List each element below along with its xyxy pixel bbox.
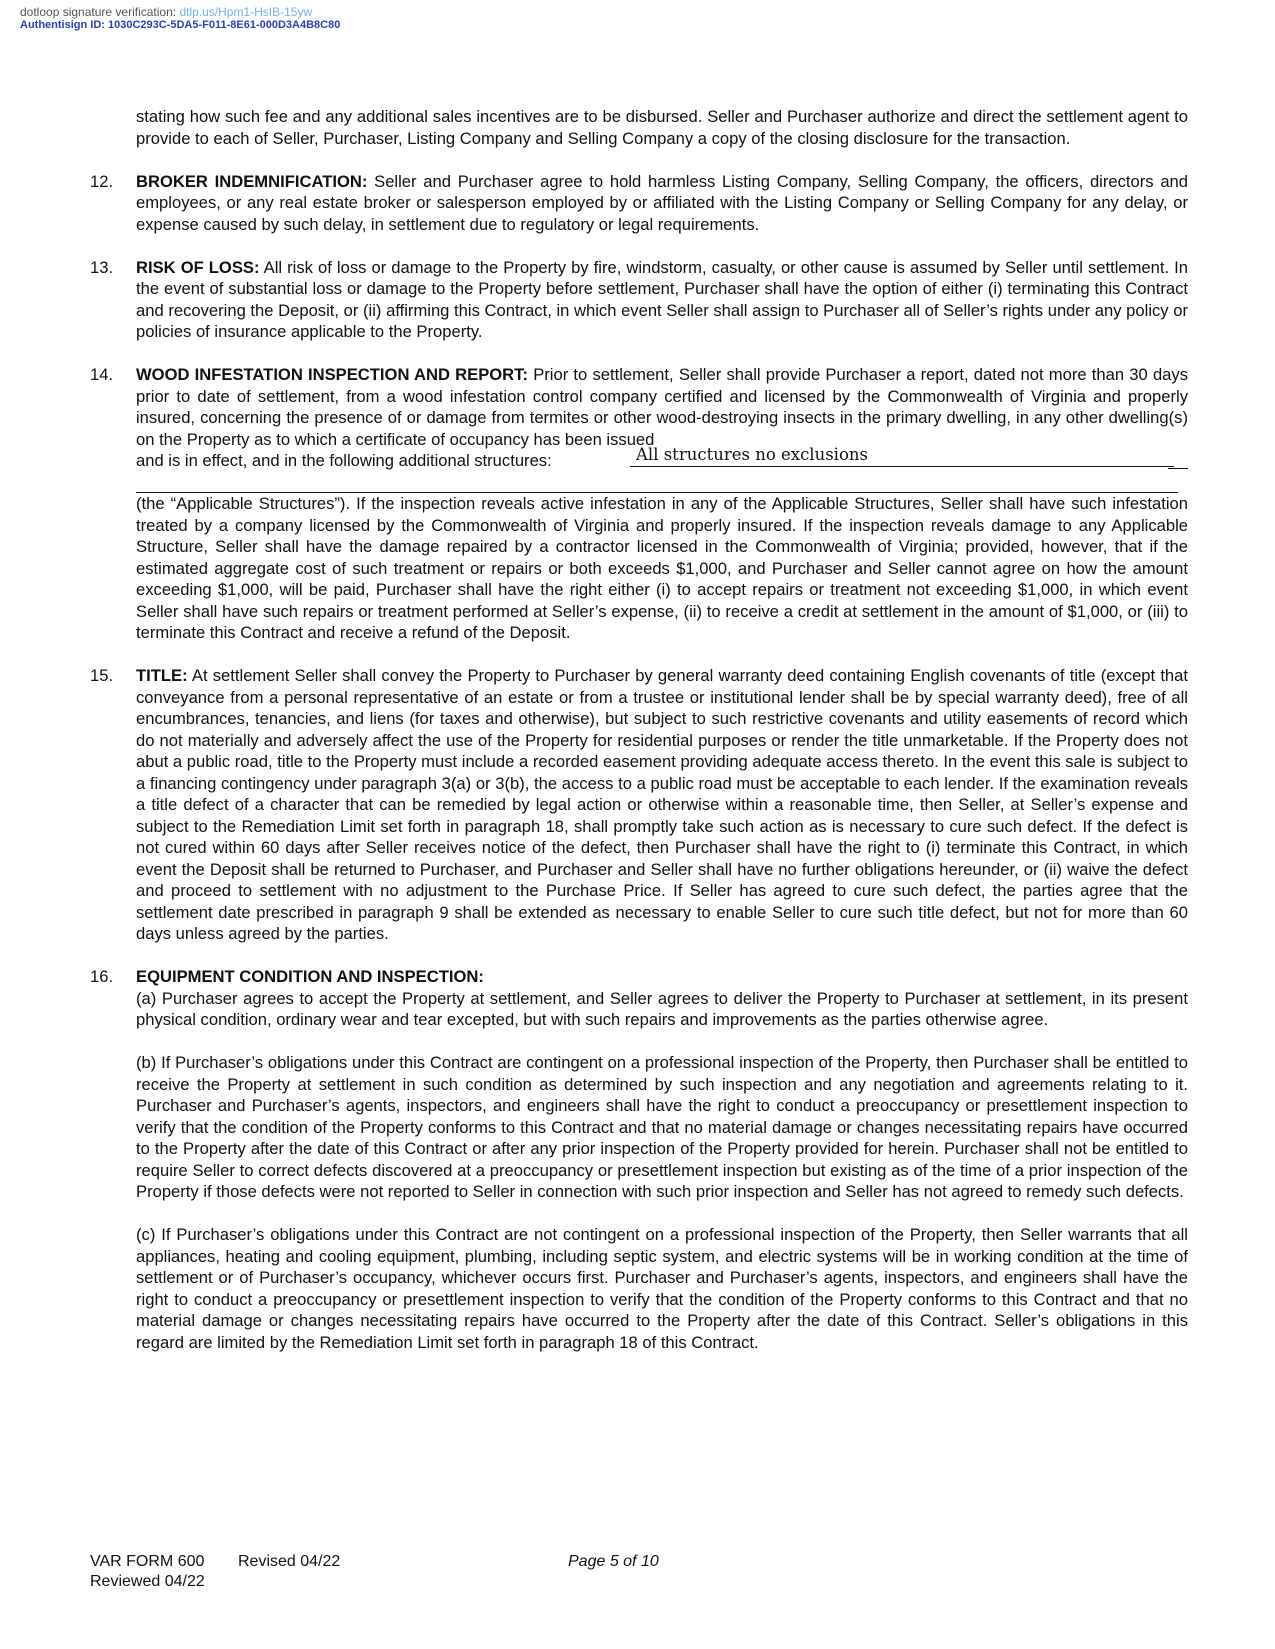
paragraph-title: TITLE: (136, 666, 188, 685)
paragraph-text: and is in effect, and in the following additional structures: (136, 451, 552, 470)
additional-structures-field[interactable]: All structures no exclusions (630, 444, 1174, 467)
paragraph-number: 15. (90, 666, 114, 685)
paragraph-number: 12. (90, 171, 114, 191)
document-body (90, 106, 1188, 1353)
paragraph-text: Prior to settlement, Seller shall provide Purchaser a report, dated not more than 30 days prior to date of settlement, from a wood infestation control company certified and licensed by the Commonwealth of Virginia and properly insured, concerning the presence of or damage from termites or other wood-destroying insects in the primary dwelling, in any other dwelling(s) on the Property as to which a certificate of occupancy has been issued (136, 365, 1188, 449)
paragraph-text: At settlement Seller shall convey the Property to Purchaser by general warranty deed containing English covenants of title (except that conveyance from a personal representative of an estate or from a trustee or institutional lender shall be by special warranty deed), free of all encumbrances, tenancies, and liens (for taxes and otherwise), but subject to such restrictive covenants and utility easements of record which do not materially and adversely affect the use of the Property for residential purposes or render the title unmarketable. If the Property does not abut a public road, title to the Property must include a recorded easement providing adequate access thereto. In the event this sale is subject to a financing contingency under paragraph 3(a) or 3(b), the access to a public road must be acceptable to each lender. If the examination reveals a title defect of a character that can be remedied by legal action or otherwise within a reasonable time, then Seller, at Seller’s expense and subject to the Remediation Limit set forth in paragraph 18, shall promptly take such action as is necessary to cure such defect. If the defect is not cured within 60 days after Seller receives notice of the defect, then Purchaser shall have the right to (i) terminate this Contract, in which event the Deposit shall be returned to Purchaser, and Purchaser and Seller shall have no further obligations hereunder, or (ii) waive the defect and proceed to settlement with no adjustment to the Purchase Price. If Seller has agreed to cure such defect, the parties agree that the settlement date prescribed in paragraph 9 shall be extended as necessary to enable Seller to cure such title defect, but not for more than 60 days unless agreed by the parties. (136, 666, 1188, 943)
subparagraph-b: (b) If Purchaser’s obligations under this Contract are contingent on a professional inspection of the Property, then Purchaser shall be entitled to receive the Property at settlement in such condition as determined by such inspection and any negotiation and agreements relating to it. Purchaser and Purchaser’s agents, inspectors, and engineers shall have the right to conduct a preoccupancy or presettlement inspection to verify that the condition of the Property conforms to this Contract and that no material damage or changes necessitating repairs have occurred to the Property after the date of this Contract or after any prior inspection of the Property provided for herein. Purchaser shall not be entitled to require Seller to correct defects discovered at a preoccupancy or presettlement inspection but existing as of the time of a prior inspection of the Property if those defects were not reported to Seller in connection with such prior inspection and Seller has not agreed to remedy such defects. (136, 1053, 1188, 1201)
verification-label: dotloop signature verification: (20, 5, 177, 19)
paragraph-12 (90, 171, 1188, 236)
revised-date: Revised 04/22 (238, 1553, 341, 1570)
reviewed-date: Reviewed 04/22 (90, 1573, 205, 1590)
paragraph-13 (90, 257, 1188, 343)
paragraph-title: BROKER INDEMNIFICATION: (136, 171, 368, 191)
underline-tail (1168, 450, 1188, 469)
paragraph-16 (90, 966, 1188, 1353)
paragraph-title: EQUIPMENT CONDITION AND INSPECTION: (136, 967, 484, 986)
paragraph-number: 13. (90, 257, 114, 277)
signature-verification-header (20, 6, 340, 32)
paragraph-14 (90, 364, 1188, 644)
paragraph-title: WOOD INFESTATION INSPECTION AND REPORT: (136, 365, 528, 384)
paragraph-15 (90, 665, 1188, 945)
verification-link[interactable]: dtlp.us/Hpm1-HsIB-15yw (179, 5, 313, 19)
subparagraph-a: (a) Purchaser agrees to accept the Property at settlement, and Seller agrees to deliver the Property to Purchaser at settlement, in its present physical condition, ordinary wear and tear excepted, but with such repairs and improvements as the parties otherwise agree. (136, 988, 1188, 1029)
paragraph-text: Seller and Purchaser agree to hold harmless Listing Company, Selling Company, the officers, directors and employees, or any real estate broker or salesperson employed by or affiliated with the Listing Company or Selling Company for any delay, or expense caused by such delay, in settlement due to regulatory or legal requirements. (136, 171, 1189, 234)
paragraph-text: (the “Applicable Structures”). If the inspection reveals active infestation in any of the Applicable Structures, Seller shall have such infestation treated by a company licensed by the Commonwealth of Virginia and properly insured. If the inspection reveals damage to any Applicable Structure, Seller shall have the damage repaired by a contractor licensed in the Commonwealth of Virginia; provided, however, that if the estimated aggregate cost of such treatment or repairs or both exceeds $1,000, and Purchaser and Seller cannot agree on how the amount exceeding $1,000, will be paid, Purchaser shall have the right either (i) to accept repairs or treatment not exceeding $1,000, in which event Seller shall have such repairs or treatment performed at Seller’s expense, (ii) to receive a credit at settlement in the amount of $1,000, or (iii) to terminate this Contract and receive a refund of the Deposit. (136, 494, 1188, 642)
paragraph-text: All risk of loss or damage to the Property by fire, windstorm, casualty, or other cause is assumed by Seller until settlement. In the event of substantial loss or damage to the Property before settlement, Purchaser shall have the option of either (i) terminating this Contract and recovering the Deposit, or (ii) affirming this Contract, in which event Seller shall assign to Purchaser all of Seller’s rights under any policy or policies of insurance applicable to the Property. (136, 257, 1189, 341)
paragraph-title: RISK OF LOSS: (136, 257, 260, 277)
page-number: Page 5 of 10 (568, 1553, 659, 1570)
blank-fill-line (136, 472, 1178, 494)
additional-structures-line (136, 445, 1188, 472)
subparagraph-c: (c) If Purchaser’s obligations under this Contract are not contingent on a professional inspection of the Property, then Seller warrants that all appliances, heating and cooling equipment, plumbing, including septic system, and electric systems will be in working condition at the time of settlement or of Purchaser’s occupancy, whichever occurs first. Purchaser and Purchaser’s agents, inspectors, and engineers shall have the right to conduct a preoccupancy or presettlement inspection to verify that the condition of the Property conforms to this Contract and that no material damage or changes necessitating repairs have occurred to the Property after the date of this Contract. Seller’s obligations in this regard are limited by the Remediation Limit set forth in paragraph 18 of this Contract. (136, 1225, 1188, 1352)
paragraph-11-continuation (90, 106, 1188, 149)
form-number: VAR FORM 600 (90, 1553, 205, 1570)
paragraph-number: 14. (90, 365, 114, 384)
authentisign-id: Authentisign ID: 1030C293C-5DA5-F011-8E61-000D3A4B8C80 (20, 19, 341, 31)
paragraph-number: 16. (90, 967, 114, 986)
paragraph-text: stating how such fee and any additional sales incentives are to be disbursed. Seller and Purchaser authorize and direct the settlement agent to provide to each of Seller, Purchaser, Listing Company and Selling Company a copy of the closing disclosure for the transaction. (136, 107, 1188, 148)
page-footer (90, 1552, 790, 1592)
